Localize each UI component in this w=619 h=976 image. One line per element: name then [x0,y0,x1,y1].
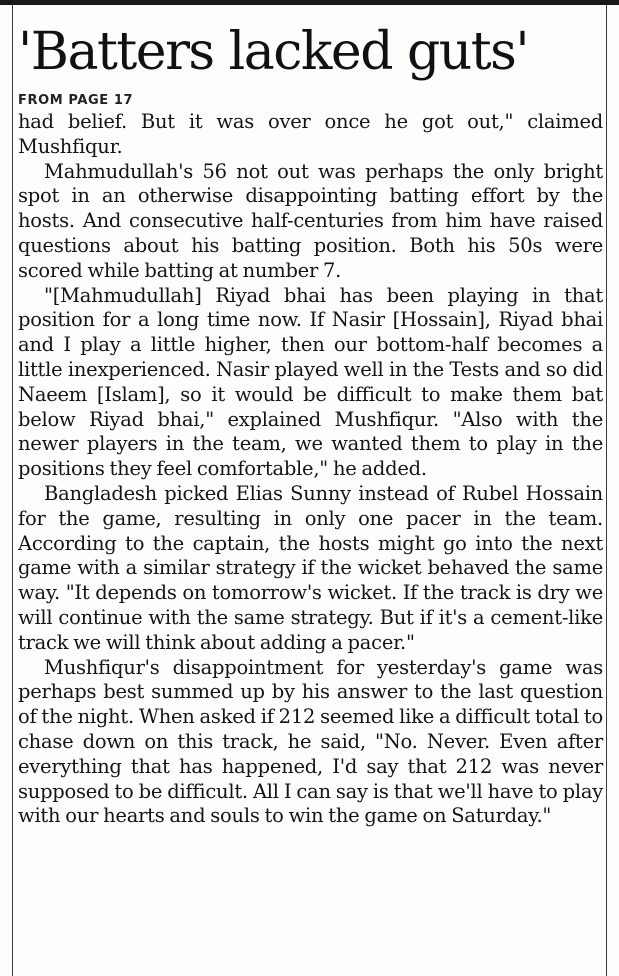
jump-label: FROM PAGE 17 [18,93,134,108]
paragraph: "[Mahmudullah] Riyad bhai has been playing in that position for a long time now. If Nasir [Hossain], Riyad bhai and I play a little higher, then our bottom-half becomes a little inexperienced. Nasir played well in the Tests and so did Naeem [Islam], so it would be difficult to make them bat below Riyad bhai," explained Mushfiqur. "Also with the newer players in the team, we wanted them to play in the positions they feel comfortable," he added. [18,283,603,481]
paragraph: Bangladesh picked Elias Sunny instead of Rubel Hossain for the game, resulting in only one pacer in the team. According to the captain, the hosts might go into the next game with a similar strategy if the wicket behaved the same way. "It depends on tomorrow's wicket. If the track is dry we will continue with the same strategy. But if it's a cement-like track we will think about adding a pacer." [18,481,603,654]
paragraph-continued: had belief. But it was over once he got out," claimed Mushfiqur. [18,110,603,158]
article-body [18,110,603,829]
left-column-rule [12,5,13,976]
paragraph: Mushfiqur's disappointment for yesterday's game was perhaps best summed up by his answer to the last question of the night. When asked if 212 seemed like a difficult total to chase down on this track, he said, "No. Never. Even after everything that has happened, I'd say that 212 was never supposed to be difficult. All I can say is that we'll have to play with our hearts and souls to win the game on Saturday." [18,655,603,828]
paragraph: Mahmudullah's 56 not out was perhaps the only bright spot in an otherwise disappointing batting effort by the hosts. And consecutive half-centuries from him have raised questions about his batting position. Both his 50s were scored while batting at number 7. [18,159,603,282]
right-column-rule [606,5,607,976]
headline: 'Batters lacked guts' [18,22,529,82]
top-rule [0,0,619,5]
